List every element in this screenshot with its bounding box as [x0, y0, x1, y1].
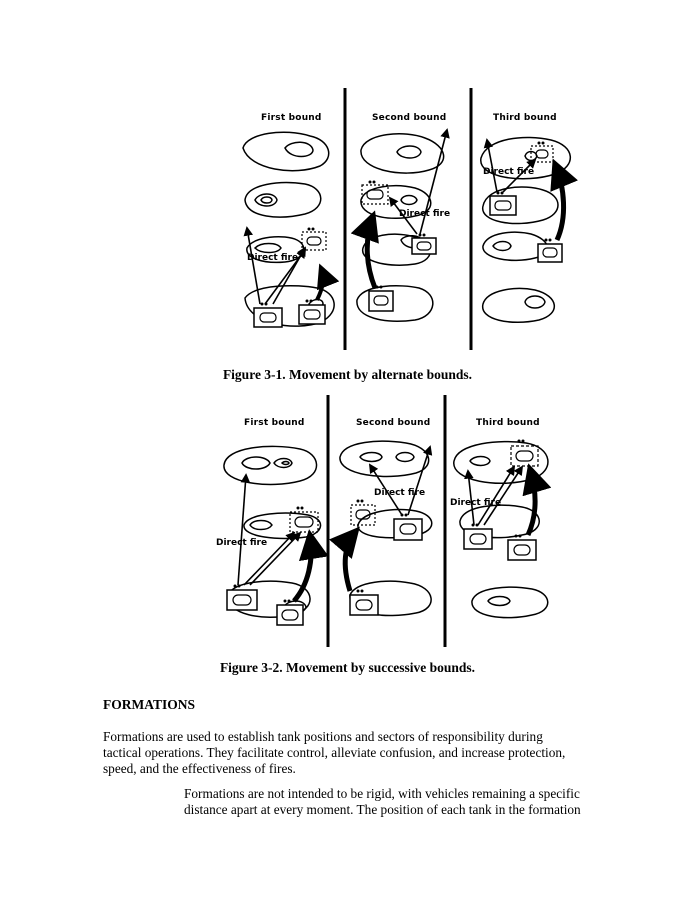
movement-arrow — [317, 268, 323, 300]
direct-fire-label: Direct fire — [483, 167, 535, 177]
tank-position — [538, 244, 562, 262]
figure-3-2 — [210, 395, 580, 650]
movement-arrow — [555, 164, 564, 240]
direct-fire-arrows — [468, 467, 522, 525]
direct-fire-arrows — [238, 475, 300, 585]
paragraph-line: Formations are not intended to be rigid, with vehicles remaining a specific — [184, 786, 580, 801]
section-heading: FORMATIONS — [103, 697, 196, 712]
tank-position — [369, 291, 393, 311]
panel-title-first-bound: First bound — [244, 418, 305, 428]
figure-3-2-diagram — [210, 395, 580, 650]
paragraph-2 — [184, 786, 581, 818]
direct-fire-arrows — [487, 140, 535, 192]
paragraph-line: Formations are used to establish tank positions and sectors of responsibility during — [103, 729, 543, 744]
direct-fire-label: Direct fire — [399, 209, 451, 219]
movement-arrow — [528, 469, 535, 535]
movement-arrow — [294, 535, 311, 601]
tank-position — [464, 529, 492, 549]
direct-fire-label: Direct fire — [216, 538, 268, 548]
figure-3-1-diagram — [225, 88, 585, 356]
dashed-tank-position — [351, 505, 375, 525]
paragraph-line: distance apart at every moment. The position of each tank in the formation — [184, 802, 581, 817]
tank-position — [277, 605, 303, 625]
panel-title-third-bound: Third bound — [476, 418, 540, 428]
direct-fire-label: Direct fire — [450, 498, 502, 508]
tank-icon — [307, 237, 321, 245]
tank-icon — [536, 150, 548, 158]
figure-3-1-caption: Figure 3-1. Movement by alternate bounds. — [222, 367, 473, 382]
panel-title-first-bound: First bound — [261, 113, 322, 123]
direct-fire-arrows — [370, 447, 430, 515]
movement-arrow — [367, 216, 375, 288]
tank-position — [227, 590, 257, 610]
tank-position — [350, 595, 378, 615]
tank-position — [254, 308, 282, 327]
panel-title-second-bound: Second bound — [372, 113, 447, 123]
tank-icon — [516, 451, 533, 461]
paragraph-1 — [103, 729, 565, 777]
paragraph-line: speed, and the effectiveness of fires. — [103, 761, 296, 776]
direct-fire-label: Direct fire — [247, 253, 299, 263]
tank-position — [394, 519, 422, 540]
tank-position — [299, 305, 325, 324]
tank-position — [490, 196, 516, 215]
movement-arrow — [345, 531, 356, 591]
dashed-tank-position — [511, 446, 538, 466]
tank-position — [412, 238, 436, 254]
figure-3-2-caption: Figure 3-2. Movement by successive bounds. — [219, 660, 476, 675]
figure-3-1 — [225, 88, 585, 356]
direct-fire-label: Direct fire — [374, 488, 426, 498]
dashed-tank-position — [302, 232, 326, 250]
panel-title-third-bound: Third bound — [493, 113, 557, 123]
paragraph-line: tactical operations. They facilitate control, alleviate confusion, and increase protection, — [103, 745, 566, 760]
panel-title-second-bound: Second bound — [356, 418, 431, 428]
tank-icon — [295, 517, 313, 527]
tank-position — [508, 540, 536, 560]
